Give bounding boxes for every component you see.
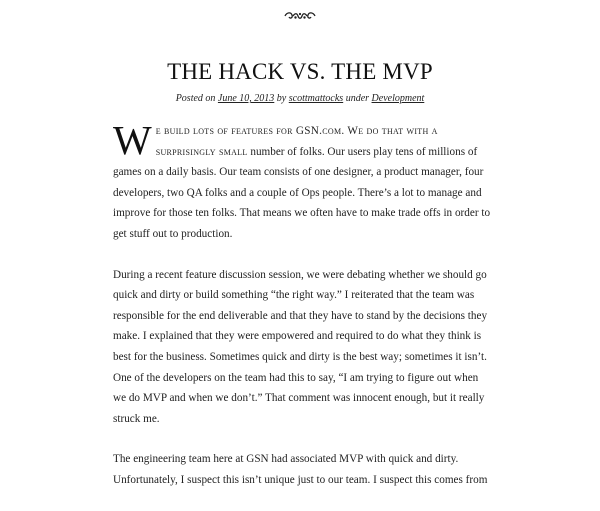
paragraph-1-lead: e build lots of features for GSN.com. We do that with a surprisingly small: [155, 125, 438, 158]
post-meta: [0, 93, 600, 105]
paragraph-2: During a recent feature discussion session, we were debating whether we should go quick and dirty or build something “the right way.” I reiterated that the team was responsible for the end deliverable and that they have to stand by the decisions they make. I explained that they were empowered and required to do what they think is best for the business. Sometimes quick and dirty is the best way; sometimes it isn’t. One of the developers on the team had this to say, “I am trying to figure out when we do MVP and when we don’t.” That comment was innocent enough, but it really struck me.: [113, 268, 488, 425]
paragraph-1: [113, 117, 491, 245]
post-date-link[interactable]: June 10, 2013: [217, 93, 275, 104]
post-content: [113, 117, 491, 511]
posted-on-label: Posted on: [175, 93, 216, 104]
header-ornament: [0, 10, 600, 22]
under-label: under: [345, 93, 370, 104]
drop-cap: W: [113, 117, 152, 163]
category-link[interactable]: Development: [371, 93, 425, 104]
author-link[interactable]: scottmattocks: [288, 93, 344, 104]
by-label: by: [276, 93, 287, 104]
swirl-ornament-icon: [283, 11, 317, 21]
paragraph-1-body: number of folks. Our users play tens of millions of games on a daily basis. Our team consists of one designer, a product manager, four developers, two QA folks and a couple of Ops people. There’s a lot to manage and improve for those ten folks. That means we often have to make trade offs in order to get stuff out to production.: [113, 145, 491, 240]
post-title[interactable]: THE HACK VS. THE MVP: [167, 59, 433, 84]
paragraph-3: The engineering team here at GSN had associated MVP with quick and dirty. Unfortunately, I suspect this isn’t unique just to our team. I suspect this comes from: [113, 453, 488, 486]
